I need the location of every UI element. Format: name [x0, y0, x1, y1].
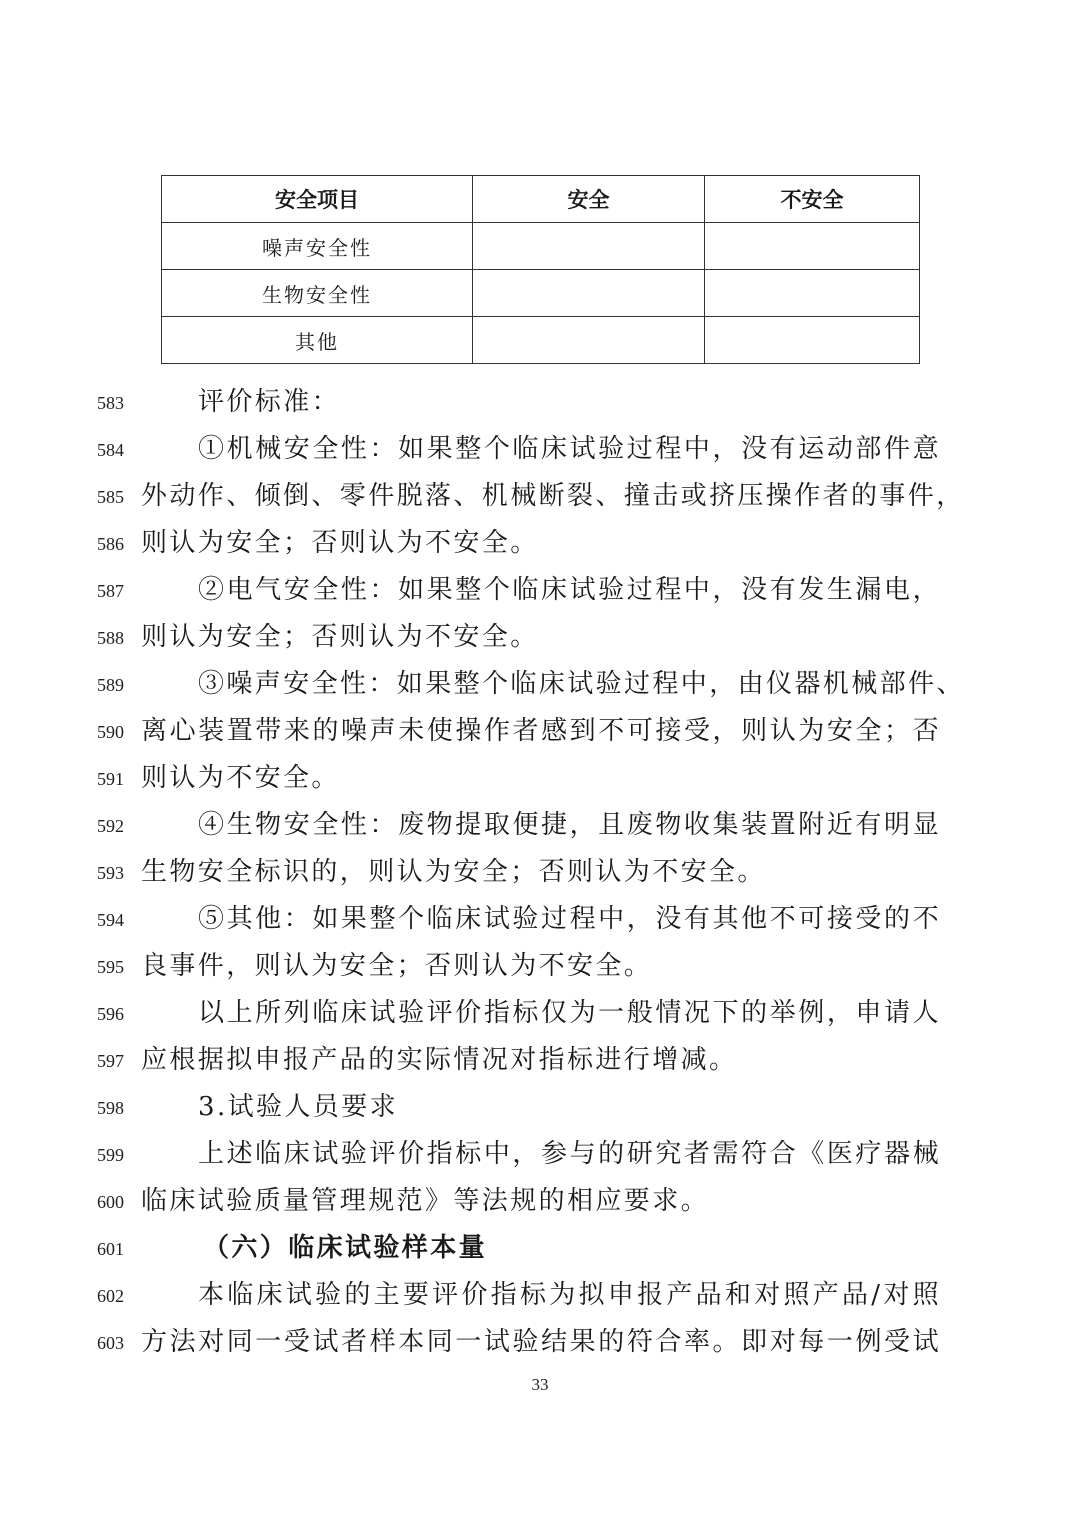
line-text: 外动作、倾倒、零件脱落、机械断裂、撞击或挤压操作者的事件，: [141, 481, 965, 511]
line-text: ②电气安全性：如果整个临床试验过程中，没有发生漏电，: [198, 575, 941, 605]
text-line: [0, 707, 1080, 754]
line-number: 598: [97, 1098, 124, 1118]
line-number: 594: [97, 910, 124, 930]
row-label-other: 其他: [162, 317, 473, 364]
line-number: 600: [97, 1192, 124, 1212]
text-line: [0, 895, 1080, 942]
table-row: [162, 317, 920, 364]
table-header-row: [162, 176, 920, 223]
line-text: ①机械安全性：如果整个临床试验过程中，没有运动部件意: [198, 434, 941, 464]
text-line: [0, 1130, 1080, 1177]
header-safe: 安全: [473, 176, 705, 223]
text-line: [0, 1271, 1080, 1318]
cell-safe: [473, 223, 705, 270]
line-number: 592: [97, 816, 124, 836]
line-text: 临床试验质量管理规范》等法规的相应要求。: [141, 1186, 710, 1216]
text-line: [0, 378, 1080, 425]
text-line: [0, 613, 1080, 660]
line-text: 以上所列临床试验评价指标仅为一般情况下的举例，申请人: [198, 998, 941, 1028]
safety-evaluation-table: [161, 175, 920, 364]
text-line: [0, 1083, 1080, 1130]
header-unsafe: 不安全: [705, 176, 920, 223]
line-number: 590: [97, 722, 124, 742]
line-number: 588: [97, 628, 124, 648]
line-number: 586: [97, 534, 124, 554]
line-text: ⑤其他：如果整个临床试验过程中，没有其他不可接受的不: [198, 904, 941, 934]
line-number: 585: [97, 487, 124, 507]
table-row: [162, 223, 920, 270]
line-number: 601: [97, 1239, 124, 1259]
text-line: [0, 801, 1080, 848]
line-number: 596: [97, 1004, 124, 1024]
cell-unsafe: [705, 317, 920, 364]
section-heading: （六）临床试验样本量: [203, 1233, 488, 1263]
header-safety-item: 安全项目: [162, 176, 473, 223]
line-text: 良事件，则认为安全；否则认为不安全。: [141, 951, 653, 981]
text-line: [0, 472, 1080, 519]
text-line: [0, 989, 1080, 1036]
text-line: [0, 566, 1080, 613]
text-line: [0, 1318, 1080, 1365]
line-text: 则认为不安全。: [141, 763, 340, 793]
line-text: 评价标准：: [198, 387, 341, 417]
text-line: [0, 519, 1080, 566]
line-number: 599: [97, 1145, 124, 1165]
line-text: 上述临床试验评价指标中，参与的研究者需符合《医疗器械: [198, 1139, 941, 1169]
line-number: 593: [97, 863, 124, 883]
text-line: [0, 942, 1080, 989]
text-line: [0, 1177, 1080, 1224]
cell-safe: [473, 317, 705, 364]
line-number: 595: [97, 957, 124, 977]
page-number: 33: [531, 1375, 549, 1394]
line-number: 583: [97, 393, 124, 413]
line-text: 方法对同一受试者样本同一试验结果的符合率。即对每一例受试: [141, 1327, 941, 1357]
line-number: 587: [97, 581, 124, 601]
line-text: 生物安全标识的，则认为安全；否则认为不安全。: [141, 857, 766, 887]
line-number: 591: [97, 769, 124, 789]
cell-unsafe: [705, 223, 920, 270]
cell-safe: [473, 270, 705, 317]
line-text: 则认为安全；否则认为不安全。: [141, 622, 539, 652]
table-row: [162, 270, 920, 317]
text-line: [0, 425, 1080, 472]
line-text: 应根据拟申报产品的实际情况对指标进行增减。: [141, 1045, 738, 1075]
line-number: 602: [97, 1286, 124, 1306]
line-text: 3.试验人员要求: [198, 1092, 399, 1122]
line-number: 597: [97, 1051, 124, 1071]
text-line: [0, 660, 1080, 707]
line-text: ③噪声安全性：如果整个临床试验过程中，由仪器机械部件、: [198, 669, 965, 699]
text-line: [0, 754, 1080, 801]
line-text: 本临床试验的主要评价指标为拟申报产品和对照产品/对照: [198, 1280, 941, 1310]
line-text: ④生物安全性：废物提取便捷，且废物收集装置附近有明显: [198, 810, 941, 840]
line-text: 离心装置带来的噪声未使操作者感到不可接受，则认为安全；否: [141, 716, 941, 746]
row-label-noise: 噪声安全性: [162, 223, 473, 270]
text-line: [0, 1036, 1080, 1083]
row-label-biosafety: 生物安全性: [162, 270, 473, 317]
line-number: 589: [97, 675, 124, 695]
text-line: [0, 1224, 1080, 1271]
line-text: 则认为安全；否则认为不安全。: [141, 528, 539, 558]
line-number: 584: [97, 440, 124, 460]
cell-unsafe: [705, 270, 920, 317]
text-line: [0, 848, 1080, 895]
line-number: 603: [97, 1333, 124, 1353]
